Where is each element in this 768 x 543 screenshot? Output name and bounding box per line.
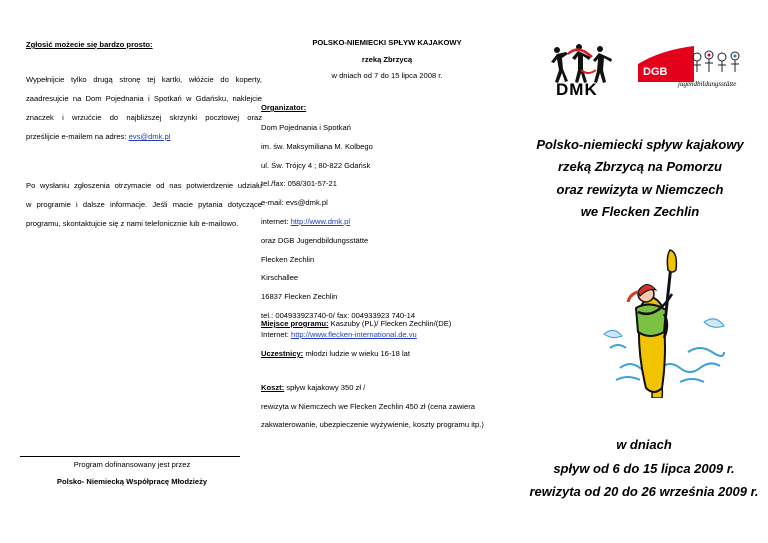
info-line: programu, skontaktujcie się z nami telefonicznie lub e-mailowo. (26, 219, 239, 228)
cost-label: Koszt: (261, 383, 285, 392)
cost-line: rewizyta w Niemczech we Flecken Zechlin 450 zł (cena zawiera (261, 401, 475, 411)
cost-line: zakwaterowanie, ubezpieczenie wyżywienie, koszty programu itp.) (261, 420, 484, 429)
org-line: Flecken Zechlin (261, 254, 315, 264)
instruction-line: zaadresujcie na Dom Pojednania i Spotkań w Gdańsku, naklejcie (26, 94, 262, 103)
dgb-logo-subtitle: jugendbildungsstätte (678, 80, 737, 88)
org-line: internet: http://www.dmk.pl (261, 216, 351, 226)
place-label: Miejsce programu: (261, 319, 329, 328)
left-panel (26, 0, 262, 543)
organizer-details (261, 119, 511, 345)
instruction-line: znaczek i wrzućcie do najbliższej skrzynki pocztowej oraz (26, 113, 262, 122)
participants-label: Uczestnicy: (261, 349, 304, 358)
brochure-title (530, 134, 750, 223)
event-subtitle: rzeką Zbrzycą (361, 55, 413, 64)
org-line: tel./fax: 058/301-57-21 (261, 179, 337, 189)
dates-line: rewizyta od 20 do 26 września 2009 r. (529, 484, 759, 499)
org-line: Kirschallee (261, 273, 299, 283)
organizer-label: Organizator: (261, 103, 307, 112)
participants-value: młodzi ludzie w wieku 16-18 lat (303, 349, 411, 358)
title-line: Polsko-niemiecki spływ kajakowy (536, 137, 744, 152)
youth-figures-icon (691, 50, 743, 76)
place-value: Kaszuby (PL)/ Flecken Zechlin/(DE) (328, 319, 452, 328)
cost-value: spływ kajakowy 350 zł / (284, 383, 366, 392)
org-line: Internet: http://www.flecken-international.de.vu (261, 329, 417, 339)
info-line: Po wysłaniu zgłoszenia otrzymacie od nas potwierdzenie udziału (26, 181, 262, 190)
info-line: w programie i dalsze informacje. Jeśli macie pytania dotyczące (26, 200, 262, 209)
flecken-website-link[interactable]: http://www.flecken-international.de.vu (290, 329, 417, 339)
participants-row (261, 350, 410, 359)
title-line: rzeką Zbrzycą na Pomorzu (558, 159, 722, 175)
brochure-dates (520, 433, 768, 504)
signature-line (20, 456, 240, 457)
event-title: POLSKO-NIEMIECKI SPŁYW KAJAKOWY (312, 38, 462, 47)
cost-section (261, 379, 513, 435)
middle-panel (258, 0, 516, 543)
confirmation-info (26, 176, 262, 233)
dates-line: spływ od 6 do 15 lipca 2009 r. (553, 460, 735, 476)
right-panel (520, 0, 768, 543)
dates-line: w dniach (616, 437, 672, 452)
title-line: oraz rewizyta w Niemczech (556, 181, 724, 197)
kayaker-icon (600, 248, 730, 398)
org-line: ul. Św. Trójcy 4 ; 80-822 Gdańsk (261, 160, 371, 170)
dmk-logo (548, 40, 618, 100)
dmk-website-link[interactable]: http://www.dmk.pl (290, 216, 351, 226)
instruction-line: prześlijcie e-mailem na adres: evs@dmk.pl (26, 132, 171, 141)
signup-instructions (26, 70, 262, 146)
title-line: we Flecken Zechlin (580, 203, 700, 219)
org-line: Dom Pojednania i Spotkań (261, 123, 351, 132)
place-row (261, 320, 451, 329)
funding-line-1: Program dofinansowany jest przez (73, 460, 191, 469)
dmk-logo-text: DMK (556, 80, 598, 99)
org-line: oraz DGB Jugendbildungsstätte (261, 235, 369, 245)
dgb-flag-icon (636, 44, 696, 84)
org-line: im. św. Maksymiliana M. Kolbego (261, 141, 373, 151)
org-line: 16837 Flecken Zechlin (261, 292, 338, 302)
cost-row (261, 379, 513, 398)
funding-line-2: Polsko- Niemiecką Współpracę Młodzieży (56, 477, 208, 486)
dgb-logo (636, 44, 746, 94)
org-line: e-mail: evs@dmk.pl (261, 198, 328, 208)
org-line: tel.: 004933923740-0/ fax: 004933923 740-14 (261, 310, 416, 320)
kayaker-illustration (600, 248, 730, 398)
event-dates: w dniach od 7 do 15 lipca 2008 r. (331, 71, 443, 80)
signup-heading: Zgłosić możecie się bardzo prosto: (26, 40, 153, 49)
dgb-logo-text: DGB (643, 66, 668, 78)
email-link[interactable]: evs@dmk.pl (128, 132, 171, 141)
instruction-line: Wypełnijcie tylko drugą stronę tej kartki, włóżcie do koperty, (26, 75, 262, 84)
